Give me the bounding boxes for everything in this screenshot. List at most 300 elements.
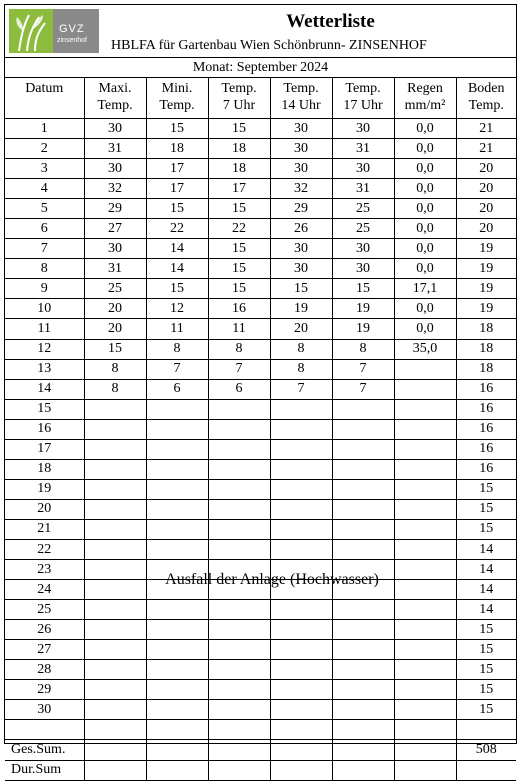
table-cell (332, 760, 394, 780)
month-label: Monat: September 2024 (5, 58, 516, 78)
table-cell: 8 (332, 339, 394, 359)
table-cell: 12 (146, 299, 208, 319)
table-cell: 30 (84, 239, 146, 259)
table-row (5, 600, 516, 620)
table-row (5, 640, 516, 660)
summary-row (5, 740, 516, 760)
table-cell: 31 (84, 139, 146, 159)
column-header-line1: Regen (407, 81, 443, 96)
table-cell: 27 (5, 640, 84, 660)
column-header-line1: Temp. (345, 81, 381, 96)
table-cell (270, 700, 332, 720)
table-cell (84, 439, 146, 459)
table-cell (394, 479, 456, 499)
table-cell (332, 620, 394, 640)
table-cell (146, 680, 208, 700)
table-cell: 21 (456, 119, 516, 139)
table-cell (208, 600, 270, 620)
table-row (5, 399, 516, 419)
table-row (5, 139, 516, 159)
table-cell (394, 660, 456, 680)
table-cell: 7 (146, 359, 208, 379)
table-cell: 16 (5, 419, 84, 439)
table-cell (332, 519, 394, 539)
table-cell: 16 (456, 419, 516, 439)
table-cell (84, 539, 146, 559)
outage-note: Ausfall der Anlage (Hochwasser) (165, 571, 379, 588)
table-cell (208, 519, 270, 539)
table-cell (332, 600, 394, 620)
table-cell: 8 (270, 359, 332, 379)
table-cell: 17,1 (394, 279, 456, 299)
logo-wordmark (53, 9, 99, 53)
table-cell (270, 419, 332, 439)
table-cell: 15 (456, 640, 516, 660)
table-cell (394, 740, 456, 760)
table-cell: 25 (332, 199, 394, 219)
table-cell: 6 (5, 219, 84, 239)
table-cell: 14 (456, 560, 516, 580)
table-cell: 6 (146, 379, 208, 399)
table-cell: 0,0 (394, 139, 456, 159)
table-cell: 15 (5, 399, 84, 419)
table-cell (146, 399, 208, 419)
table-cell: 7 (270, 379, 332, 399)
column-header-line2: 7 Uhr (222, 98, 256, 113)
table-cell (84, 419, 146, 439)
table-row (5, 620, 516, 640)
table-cell (270, 439, 332, 459)
table-cell: 1 (5, 119, 84, 139)
table-row (5, 439, 516, 459)
table-cell (270, 499, 332, 519)
column-header (456, 78, 516, 119)
table-row (5, 119, 516, 139)
table-row (5, 279, 516, 299)
table-cell (84, 399, 146, 419)
table-cell (208, 399, 270, 419)
column-header-line2: Temp. (97, 98, 133, 113)
column-header-line1: Temp. (283, 81, 319, 96)
table-cell (270, 399, 332, 419)
table-cell: 8 (84, 379, 146, 399)
table-cell: 30 (270, 239, 332, 259)
table-row (5, 499, 516, 519)
table-cell: 7 (332, 359, 394, 379)
table-cell: 15 (456, 620, 516, 640)
table-cell: 8 (208, 339, 270, 359)
table-cell (208, 479, 270, 499)
table-cell: 32 (84, 179, 146, 199)
table-cell: 14 (146, 239, 208, 259)
table-row (5, 539, 516, 559)
table-cell: 27 (84, 219, 146, 239)
table-cell (270, 660, 332, 680)
table-cell (208, 760, 270, 780)
column-header (208, 78, 270, 119)
table-cell: 19 (332, 299, 394, 319)
table-cell (270, 600, 332, 620)
table-cell: 18 (146, 139, 208, 159)
table-cell (332, 640, 394, 660)
table-cell (456, 720, 516, 740)
table-cell (394, 519, 456, 539)
table-cell: 16 (456, 399, 516, 419)
table-cell (84, 580, 146, 600)
table-cell: 23 (5, 560, 84, 580)
table-row (5, 179, 516, 199)
table-cell: 11 (208, 319, 270, 339)
table-cell: 16 (456, 379, 516, 399)
table-cell (84, 740, 146, 760)
table-cell: 32 (270, 179, 332, 199)
table-cell (394, 620, 456, 640)
table-cell: 30 (5, 700, 84, 720)
column-header (146, 78, 208, 119)
table-cell (146, 700, 208, 720)
table-row (5, 159, 516, 179)
table-cell (394, 600, 456, 620)
table-cell (84, 479, 146, 499)
table-cell: 0,0 (394, 239, 456, 259)
logo-subtext: zinsenhof (57, 37, 87, 44)
table-cell: 19 (5, 479, 84, 499)
table-cell (270, 479, 332, 499)
table-cell: 7 (5, 239, 84, 259)
table-cell: 30 (332, 239, 394, 259)
table-cell: 28 (5, 660, 84, 680)
table-cell: 15 (208, 259, 270, 279)
table-cell: 15 (208, 239, 270, 259)
table-cell (332, 660, 394, 680)
table-cell: 30 (270, 259, 332, 279)
table-cell (208, 419, 270, 439)
table-cell (394, 720, 456, 740)
table-cell (146, 539, 208, 559)
plant-logo-icon (9, 9, 53, 53)
table-cell: 15 (456, 499, 516, 519)
table-cell: 30 (270, 119, 332, 139)
table-cell: 30 (332, 159, 394, 179)
table-cell (146, 640, 208, 660)
table-cell (394, 580, 456, 600)
table-cell (394, 640, 456, 660)
table-cell (84, 499, 146, 519)
table-cell (208, 439, 270, 459)
table-cell: 8 (270, 339, 332, 359)
table-cell (270, 680, 332, 700)
table-cell (332, 720, 394, 740)
table-cell: 19 (456, 299, 516, 319)
table-cell (394, 359, 456, 379)
table-cell (270, 459, 332, 479)
table-cell (208, 620, 270, 640)
table-cell (394, 700, 456, 720)
table-cell: 31 (332, 139, 394, 159)
table-cell (208, 740, 270, 760)
table-cell (208, 700, 270, 720)
table-cell: 31 (332, 179, 394, 199)
table-cell (394, 760, 456, 780)
table-cell: 15 (456, 680, 516, 700)
table-cell (332, 459, 394, 479)
table-cell: 30 (332, 259, 394, 279)
table-cell: 17 (5, 439, 84, 459)
table-cell (146, 660, 208, 680)
table-cell (84, 600, 146, 620)
table-cell: 35,0 (394, 339, 456, 359)
table-cell (394, 439, 456, 459)
table-cell: 18 (456, 339, 516, 359)
table-header-row (5, 78, 516, 119)
table-cell: 14 (456, 580, 516, 600)
table-cell: 26 (270, 219, 332, 239)
table-cell (208, 539, 270, 559)
table-row (5, 379, 516, 399)
table-cell: 7 (208, 359, 270, 379)
table-cell: 8 (84, 359, 146, 379)
table-cell: 21 (456, 139, 516, 159)
table-cell: 2 (5, 139, 84, 159)
table-cell: 29 (84, 199, 146, 219)
table-cell: 22 (146, 219, 208, 239)
table-cell (394, 539, 456, 559)
table-cell (208, 720, 270, 740)
table-cell (208, 459, 270, 479)
table-cell: 15 (456, 479, 516, 499)
institution-subtitle: HBLFA für Gartenbau Wien Schönbrunn- ZINSENHOF (111, 38, 427, 53)
table-cell: 20 (456, 199, 516, 219)
table-cell: 0,0 (394, 259, 456, 279)
table-cell (394, 379, 456, 399)
table-cell: 30 (270, 139, 332, 159)
table-cell: 31 (84, 259, 146, 279)
table-cell (332, 499, 394, 519)
table-row (5, 700, 516, 720)
table-cell (394, 459, 456, 479)
table-cell: 18 (456, 359, 516, 379)
table-cell: 15 (146, 119, 208, 139)
table-row (5, 519, 516, 539)
table-cell: 18 (208, 159, 270, 179)
table-cell (146, 720, 208, 740)
table-cell (146, 760, 208, 780)
table-row (5, 419, 516, 439)
table-cell: 15 (146, 279, 208, 299)
table-cell (456, 760, 516, 780)
table-cell (270, 519, 332, 539)
table-cell: 15 (208, 119, 270, 139)
table-cell (146, 519, 208, 539)
table-cell: 25 (5, 600, 84, 620)
table-cell: 19 (456, 239, 516, 259)
table-cell (208, 680, 270, 700)
table-cell: 22 (208, 219, 270, 239)
column-header-line2: 17 Uhr (343, 98, 383, 113)
table-row (5, 319, 516, 339)
table-cell: 18 (208, 139, 270, 159)
table-cell (84, 640, 146, 660)
table-row (5, 660, 516, 680)
table-cell (84, 700, 146, 720)
table-row (5, 259, 516, 279)
summary-row (5, 760, 516, 780)
column-header-line2: mm/m² (404, 98, 446, 113)
column-header (332, 78, 394, 119)
table-cell: 30 (332, 119, 394, 139)
table-row (5, 339, 516, 359)
column-header-line1: Maxi. (98, 81, 132, 96)
table-cell (394, 680, 456, 700)
table-cell (332, 479, 394, 499)
table-row (5, 239, 516, 259)
table-cell: 15 (456, 519, 516, 539)
table-cell: 15 (456, 700, 516, 720)
table-cell: 14 (456, 600, 516, 620)
weather-table (5, 77, 516, 781)
table-cell: 6 (208, 379, 270, 399)
table-cell: 0,0 (394, 219, 456, 239)
table-cell: 15 (332, 279, 394, 299)
table-cell: 0,0 (394, 199, 456, 219)
table-cell: 21 (5, 519, 84, 539)
table-cell: 15 (456, 660, 516, 680)
table-cell: 20 (456, 159, 516, 179)
table-cell (84, 680, 146, 700)
column-header-line2: Temp. (159, 98, 195, 113)
table-cell: 19 (332, 319, 394, 339)
table-cell (332, 700, 394, 720)
table-cell (84, 620, 146, 640)
table-cell: 17 (146, 159, 208, 179)
table-cell (146, 479, 208, 499)
table-cell: 29 (270, 199, 332, 219)
table-cell: 15 (84, 339, 146, 359)
table-cell: 20 (270, 319, 332, 339)
table-cell: 14 (456, 539, 516, 559)
table-cell: 0,0 (394, 159, 456, 179)
table-cell: 8 (5, 259, 84, 279)
table-cell: Dur.Sum (5, 760, 84, 780)
table-cell (332, 419, 394, 439)
table-cell: 16 (208, 299, 270, 319)
table-cell: 29 (5, 680, 84, 700)
table-cell (84, 519, 146, 539)
table-cell (270, 720, 332, 740)
table-cell (146, 620, 208, 640)
table-cell (394, 560, 456, 580)
table-cell (394, 399, 456, 419)
table-cell: 26 (5, 620, 84, 640)
table-row (5, 359, 516, 379)
table-cell (84, 760, 146, 780)
column-header-line1: Boden (467, 81, 505, 96)
table-cell: 11 (5, 319, 84, 339)
table-row (5, 299, 516, 319)
table-cell: 0,0 (394, 319, 456, 339)
column-header (270, 78, 332, 119)
table-cell: 20 (84, 299, 146, 319)
table-cell (332, 539, 394, 559)
table-cell: 15 (208, 279, 270, 299)
table-cell: 0,0 (394, 299, 456, 319)
table-row (5, 479, 516, 499)
sheet-header (5, 5, 516, 58)
table-cell: 4 (5, 179, 84, 199)
table-cell: 14 (146, 259, 208, 279)
table-cell: 15 (208, 199, 270, 219)
table-cell (394, 419, 456, 439)
table-cell (84, 660, 146, 680)
table-cell: 17 (146, 179, 208, 199)
table-cell (270, 760, 332, 780)
table-cell (146, 740, 208, 760)
table-cell (332, 399, 394, 419)
table-cell (84, 459, 146, 479)
table-cell (146, 499, 208, 519)
table-cell: 19 (456, 259, 516, 279)
table-row (5, 459, 516, 479)
table-cell: 18 (456, 319, 516, 339)
table-cell: 12 (5, 339, 84, 359)
table-row (5, 219, 516, 239)
column-header (394, 78, 456, 119)
column-header-line1: Temp. (221, 81, 257, 96)
table-cell (332, 740, 394, 760)
table-cell (146, 419, 208, 439)
weather-sheet (4, 4, 517, 778)
table-cell (84, 720, 146, 740)
column-header-line1: Mini. (161, 81, 193, 96)
table-cell (84, 560, 146, 580)
table-cell: 0,0 (394, 119, 456, 139)
table-cell: Ges.Sum. (5, 740, 84, 760)
table-cell: 20 (456, 179, 516, 199)
table-cell: 30 (84, 119, 146, 139)
column-header (84, 78, 146, 119)
table-cell (270, 640, 332, 660)
table-cell: 25 (84, 279, 146, 299)
gvz-logo (9, 9, 99, 53)
logo-text: GVZ (59, 23, 85, 35)
column-header-line1: Datum (25, 81, 64, 96)
table-cell (146, 439, 208, 459)
table-cell: 9 (5, 279, 84, 299)
table-cell (270, 539, 332, 559)
table-cell: 22 (5, 539, 84, 559)
table-cell (394, 499, 456, 519)
table-cell: 5 (5, 199, 84, 219)
table-cell: 10 (5, 299, 84, 319)
table-cell (270, 620, 332, 640)
table-cell: 13 (5, 359, 84, 379)
table-cell: 15 (270, 279, 332, 299)
table-cell: 18 (5, 459, 84, 479)
table-row (5, 199, 516, 219)
table-cell: 30 (84, 159, 146, 179)
table-cell: 30 (270, 159, 332, 179)
table-cell: 19 (270, 299, 332, 319)
table-cell (332, 439, 394, 459)
table-cell: 24 (5, 580, 84, 600)
table-cell (146, 459, 208, 479)
table-cell: 3 (5, 159, 84, 179)
table-cell: 20 (456, 219, 516, 239)
table-cell: 0,0 (394, 179, 456, 199)
table-cell (208, 499, 270, 519)
table-cell (146, 600, 208, 620)
table-cell: 16 (456, 439, 516, 459)
